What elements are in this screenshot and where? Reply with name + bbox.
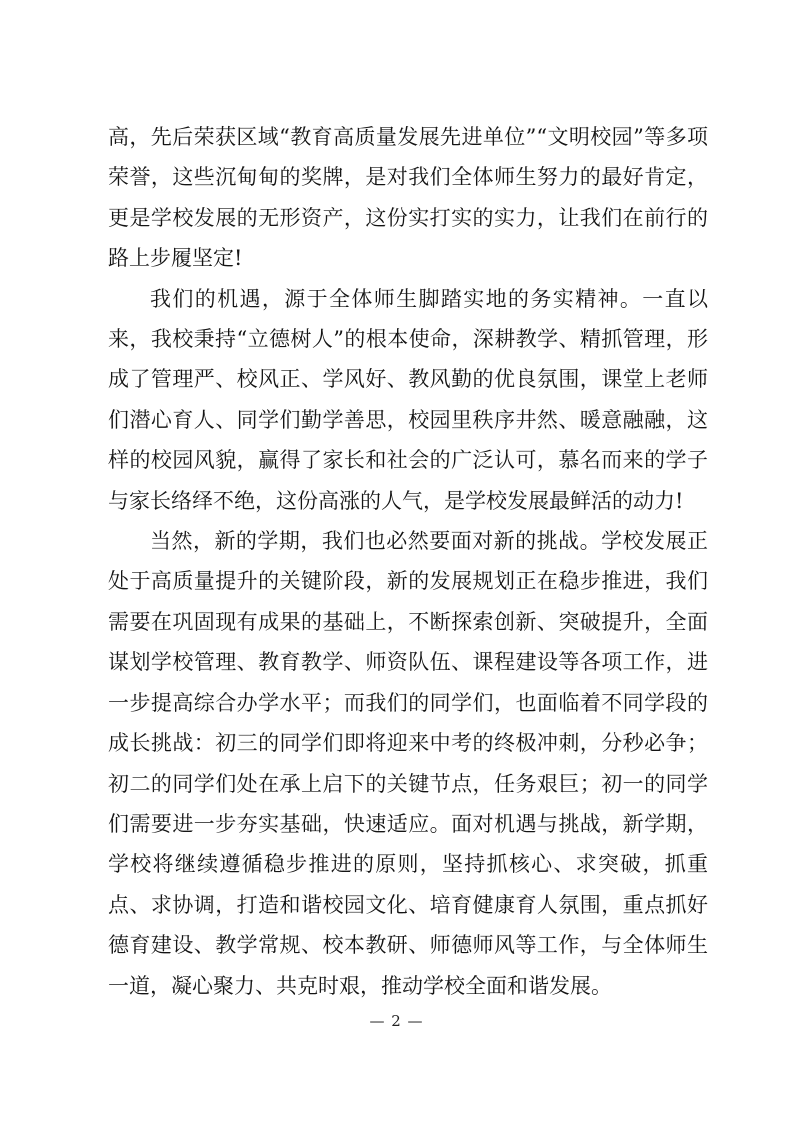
paragraph-continuation: 高，先后荣获区域“教育高质量发展先进单位”“文明校园”等多项荣誉，这些沉甸甸的奖牌，是对我们全体师生努力的最好肯定，更是学校发展的无形资产，这份实打实的实力，让我们在前行的路上步履坚定! [108, 125, 708, 271]
page-number: — 2 — [369, 1012, 424, 1030]
document-body [108, 117, 708, 1006]
paragraph-opportunity: 我们的机遇，源于全体师生脚踏实地的务实精神。一直以来，我校秉持“立德树人”的根本使命，深耕教学、精抓管理，形成了管理严、校风正、学风好、教风勤的优良氛围，课堂上老师们潜心育人、同学们勤学善思，校园里秩序井然、暖意融融，这样的校园风貌，赢得了家长和社会的广泛认可，慕名而来的学子与家长络绎不绝，这份高涨的人气，是学校发展最鲜活的动力! [108, 286, 708, 513]
paragraph-challenge: 当然，新的学期，我们也必然要面对新的挑战。学校发展正处于高质量提升的关键阶段，新的发展规划正在稳步推进，我们需要在巩固现有成果的基础上，不断探索创新、突破提升，全面谋划学校管理、教育教学、师资队伍、课程建设等各项工作，进一步提高综合办学水平；而我们的同学们，也面临着不同学段的成长挑战：初三的同学们即将迎来中考的终极冲刺，分秒必争；初二的同学们处在承上启下的关键节点，任务艰巨；初一的同学们需要进一步夯实基础，快速适应。面对机遇与挑战，新学期，学校将继续遵循稳步推进的原则，坚持抓核心、求突破，抓重点、求协调，打造和谐校园文化、培育健康育人氛围，重点抓好德育建设、教学常规、校本教研、师德师风等工作，与全体师生一道，凝心聚力、共克时艰，推动学校全面和谐发展。 [108, 529, 708, 998]
